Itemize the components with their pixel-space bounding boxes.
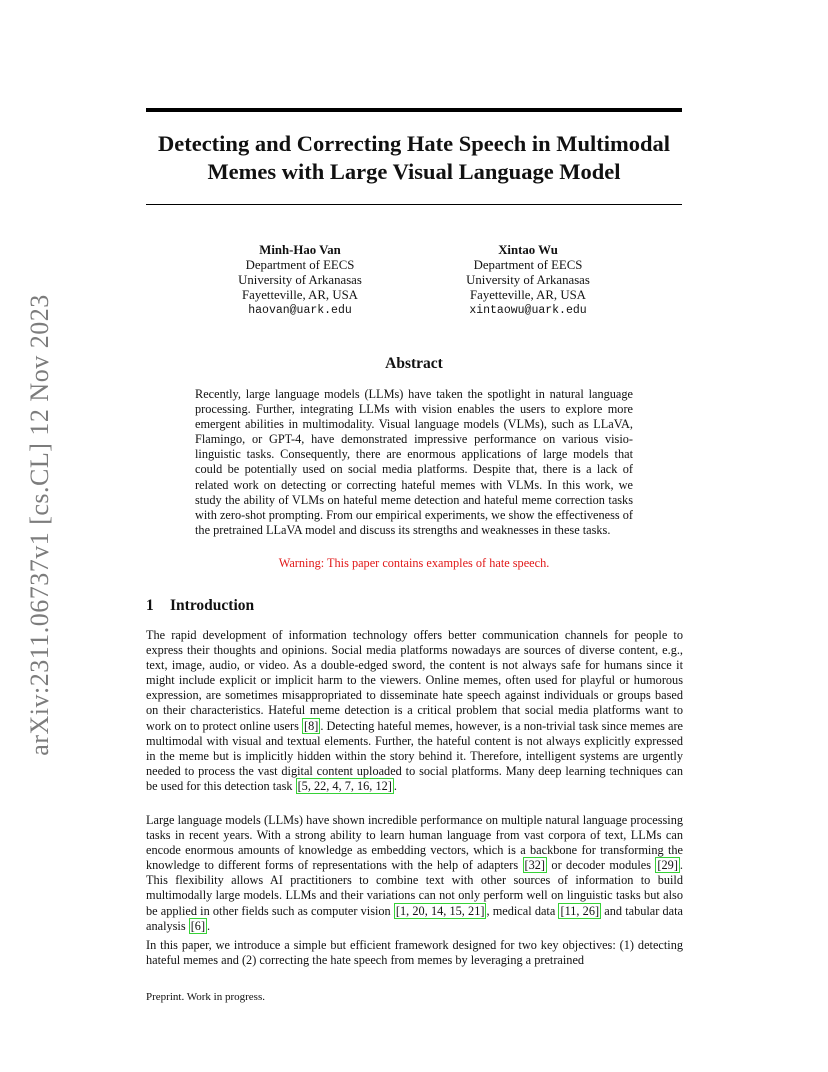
section-title: Introduction [170,597,255,614]
citation-link[interactable]: [6] [190,918,206,933]
intro-paragraph-3: In this paper, we introduce a simple but efficient framework designed for two key objectives: (1) detecting hateful memes and (2) correcting the hate speech from memes by leveraging a pretrained [146,938,683,968]
paragraph-text: or decoder modules [547,858,656,873]
citation-link[interactable]: [5, 22, 4, 7, 16, 12] [297,778,392,793]
paragraph-text: The rapid development of information technology offers better communication channels for people to express their thoughts and opinions. Social media platforms nowadays are sources of diverse content, e.g., text, image, audio, or video. As a double-edged sword, the content is not always safe for humans since it might include explicit or implicit harm to the viewers. Online memes, often used for playful or humorous expression, are sometimes misappropriated to disseminate hate speech against individuals or groups based on their characteristics. Hateful meme detection is a critical problem that social media platforms want to work on to protect online users [146,628,683,733]
intro-paragraph-1 [146,628,683,794]
paragraph-text: . Detecting hateful memes, however, is a non-trivial task since memes are multimodal with visual and textual elements. Further, the hateful content is not always explicitly expressed in the meme but is implicitly hidden within the story behind it. Therefore, intelligent systems are urgently needed to process the vast digital content uploaded to social platforms. Many deep learning techniques can be used for this detection task [146,718,684,793]
paper-title: Detecting and Correcting Hate Speech in Multimodal Memes with Large Visual Language Model [157,131,671,184]
author-university: University of Arkanasas [238,273,362,287]
section-heading-introduction [146,597,254,615]
author-block-1 [200,243,400,318]
paragraph-text: , medical data [486,903,559,918]
author-dept: Department of EECS [473,258,583,272]
arxiv-side-stamp [20,285,60,765]
paragraph-text: . This flexibility allows AI practitioners to combine text with other sources of information to build multimodally large models. LLMs and their variations can not only perform well on linguistic tasks but also be applied in other fields such as computer vision [146,858,683,918]
abstract-heading: Abstract [385,355,443,372]
title-rule-bottom [146,204,682,205]
author-university: University of Arkanasas [466,273,590,287]
author-name: Xintao Wu [498,243,558,257]
paragraph-text: . [393,778,397,793]
citation-link[interactable]: [29] [657,858,678,873]
content-warning: Warning: This paper contains examples of hate speech. [278,556,550,570]
author-block-2 [428,243,628,318]
citation-link[interactable]: [8] [304,718,319,733]
abstract-text: Recently, large language models (LLMs) have taken the spotlight in natural language processing. Further, integrating LLMs with vision enables the users to explore more emergent abilities in multimodality. Visual language models (VLMs), such as LLaVA, Flamingo, or GPT-4, have demonstrated impressive performance on various visio-linguistic tasks. Consequently, there are enormous applications of large models that could be potentially used on social media platforms. Despite that, there is a lack of related work on detecting or correcting hateful memes with VLMs. In this work, we study the ability of VLMs on hateful meme detection and hateful meme correction tasks with zero-shot prompting. From our empirical experiments, we show the effectiveness of the pretrained LLaVA model and discuss its strengths and weaknesses in these tasks. [195,387,633,537]
citation-link[interactable]: [1, 20, 14, 15, 21] [395,903,485,918]
author-email[interactable]: haovan@uark.edu [248,304,352,317]
citation-link[interactable]: [32] [524,858,546,873]
author-location: Fayetteville, AR, USA [242,288,358,302]
arxiv-identifier: arXiv:2311.06737v1 [cs.CL] 12 Nov 2023 [25,294,54,756]
citation-link[interactable]: [11, 26] [560,903,600,918]
author-dept: Department of EECS [245,258,355,272]
intro-paragraph-2 [146,813,683,934]
author-name: Minh-Hao Van [259,243,341,257]
paragraph-text: . [207,918,211,933]
footer-note: Preprint. Work in progress. [146,991,265,1003]
section-number: 1 [146,597,154,614]
paragraph-text: and tabular data analysis [146,903,684,933]
title-rule-top [146,108,682,112]
author-email[interactable]: xintaowu@uark.edu [469,304,587,317]
author-location: Fayetteville, AR, USA [470,288,586,302]
paragraph-text: Large language models (LLMs) have shown incredible performance on multiple natural language processing tasks in recent years. With a strong ability to learn human language from vast corpora of text, LLMs can encode enormous amounts of knowledge as embedding vectors, which is a backbone for transforming the knowledge to different forms of representations with the help of adapters [146,813,683,873]
